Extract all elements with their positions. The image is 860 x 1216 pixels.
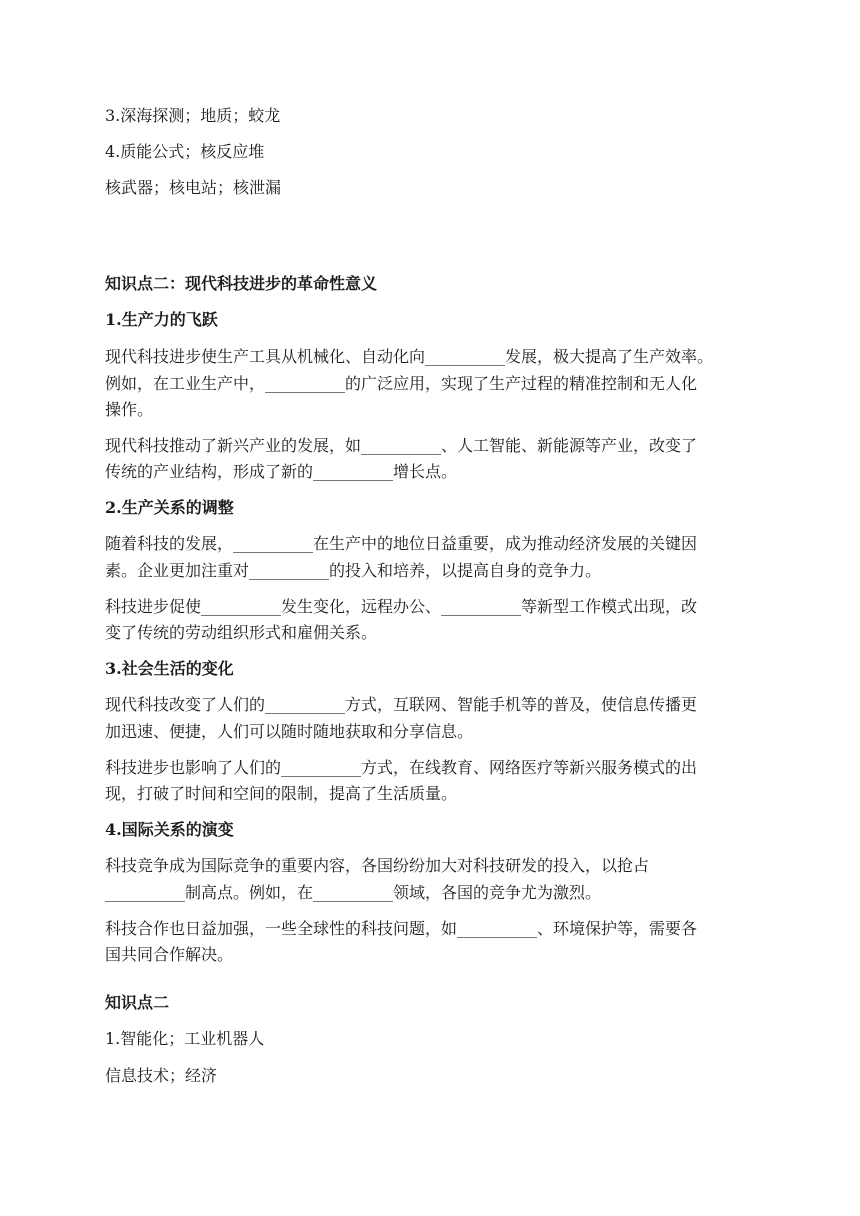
paragraph-line: 现代科技进步使生产工具从机械化、自动化向__________发展，极大提高了生产效率。 (105, 347, 714, 366)
paragraph-line: __________制高点。例如，在__________领域，各国的竞争尤为激烈。 (105, 883, 602, 902)
paragraph-line: 加迅速、便捷，人们可以随时随地获取和分享信息。 (105, 722, 474, 741)
section-title: 知识点二：现代科技进步的革命性意义 (105, 274, 378, 293)
paragraph-line: 科技进步促使__________发生变化，远程办公、__________等新型工作模式出现，改 (105, 597, 698, 616)
paragraph-line: 科技合作也日益加强，一些全球性的科技问题，如__________、环境保护等，需要各 (105, 919, 698, 938)
subheading: 3.社会生活的变化 (105, 659, 234, 678)
paragraph-line: 传统的产业结构，形成了新的__________增长点。 (105, 462, 458, 481)
answer-line: 核武器；核电站；核泄漏 (105, 178, 282, 197)
answer-section-title: 知识点二 (105, 993, 170, 1012)
paragraph-line: 现代科技改变了人们的__________方式，互联网、智能手机等的普及，使信息传播更 (105, 695, 698, 714)
paragraph-line: 科技竞争成为国际竞争的重要内容，各国纷纷加大对科技研发的投入，以抢占 (105, 856, 650, 875)
answer-line: 4.质能公式；核反应堆 (105, 142, 265, 161)
paragraph-line: 科技进步也影响了人们的__________方式，在线教育、网络医疗等新兴服务模式的出 (105, 758, 698, 777)
paragraph-line: 例如，在工业生产中，__________的广泛应用，实现了生产过程的精准控制和无人化 (105, 374, 698, 393)
answer-line: 1.智能化；工业机器人 (105, 1029, 265, 1048)
answer-line: 信息技术；经济 (105, 1066, 218, 1085)
paragraph-line: 素。企业更加注重对__________的投入和培养，以提高自身的竞争力。 (105, 561, 602, 580)
subheading: 4.国际关系的演变 (105, 820, 234, 839)
answer-line: 3.深海探测；地质；蛟龙 (105, 106, 281, 125)
paragraph-line: 操作。 (105, 400, 154, 419)
paragraph-line: 现，打破了时间和空间的限制，提高了生活质量。 (105, 784, 458, 803)
paragraph-line: 随着科技的发展，__________在生产中的地位日益重要，成为推动经济发展的关键因 (105, 534, 698, 553)
subheading: 1.生产力的飞跃 (105, 310, 218, 329)
paragraph-line: 现代科技推动了新兴产业的发展，如__________、人工智能、新能源等产业，改变了 (105, 436, 698, 455)
paragraph-line: 国共同合作解决。 (105, 945, 234, 964)
subheading: 2.生产关系的调整 (105, 498, 234, 517)
paragraph-line: 变了传统的劳动组织形式和雇佣关系。 (105, 623, 378, 642)
